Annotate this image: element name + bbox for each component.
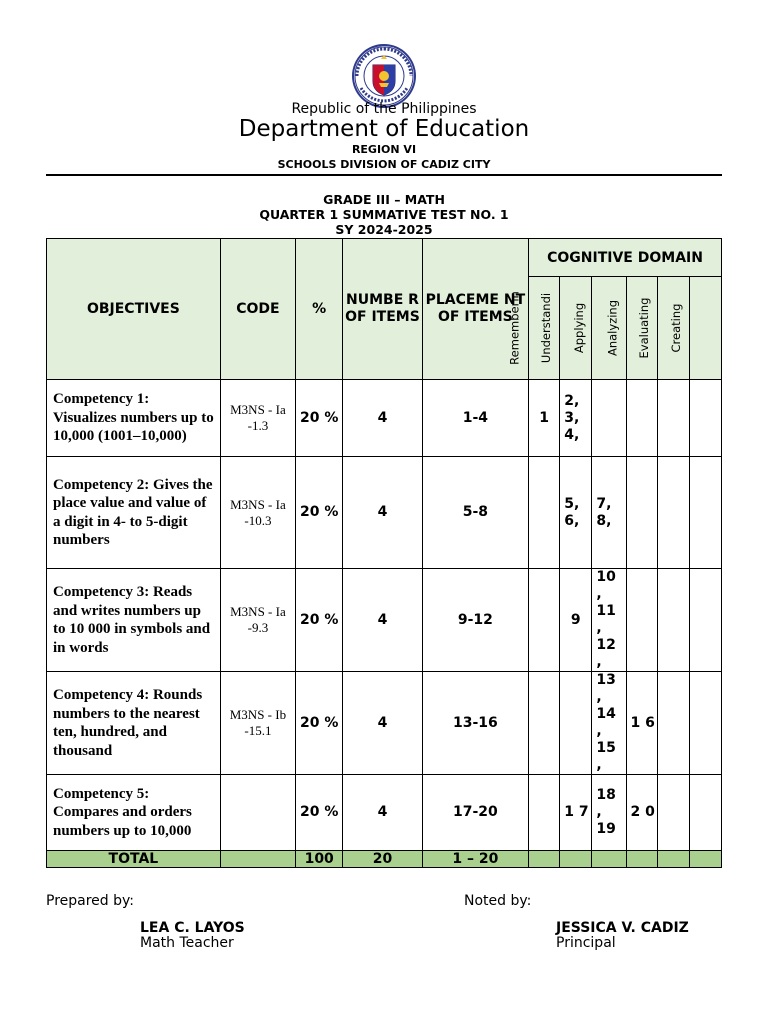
region-heading: REGION VI (351, 143, 417, 156)
total-row (47, 851, 722, 868)
school-year: SY 2024-2025 (335, 222, 433, 237)
total-analyzing (626, 851, 657, 868)
applying-cell: 7, 8, (592, 457, 626, 569)
table-row (47, 380, 722, 457)
deped-seal-icon (351, 43, 417, 109)
percent-cell: 20 % (296, 380, 343, 457)
applying-cell: 18 , 19 (592, 775, 626, 851)
objective-cell: Competency 4: Rounds numbers to the nearest ten, hundred, and thousand (47, 672, 221, 775)
total-understanding (560, 851, 592, 868)
understanding-cell: 5, 6, (560, 457, 592, 569)
evaluating-cell (657, 569, 689, 672)
creating-cell (689, 672, 721, 775)
table-row (47, 775, 722, 851)
total-placement: 1 – 20 (422, 851, 528, 868)
items-cell: 4 (343, 457, 422, 569)
evaluating-cell (657, 457, 689, 569)
noted-by-name: JESSICA V. CADIZ (556, 920, 689, 936)
table-of-specifications (46, 238, 722, 868)
prepared-by-name: LEA C. LAYOS (140, 920, 245, 936)
evaluating-cell (657, 672, 689, 775)
header-understanding: Understandi (560, 277, 592, 380)
analyzing-cell (626, 380, 657, 457)
header-objectives: OBJECTIVES (47, 239, 221, 380)
creating-cell (689, 775, 721, 851)
creating-cell (689, 569, 721, 672)
table-row (47, 457, 722, 569)
code-cell (220, 775, 295, 851)
prepared-by-role: Math Teacher (140, 935, 234, 951)
table-row (47, 672, 722, 775)
placement-cell: 9-12 (422, 569, 528, 672)
understanding-cell (560, 672, 592, 775)
noted-by-label: Noted by: (464, 893, 532, 909)
items-cell: 4 (343, 672, 422, 775)
percent-cell: 20 % (296, 569, 343, 672)
header-placement: PLACEME NT OF ITEMS (422, 239, 528, 380)
placement-cell: 13-16 (422, 672, 528, 775)
total-label: TOTAL (47, 851, 221, 868)
header-code: CODE (220, 239, 295, 380)
items-cell: 4 (343, 775, 422, 851)
applying-cell: 13 , 14 , 15 , (592, 672, 626, 775)
remembering-cell (529, 457, 560, 569)
analyzing-cell (626, 569, 657, 672)
header-analyzing: Analyzing (626, 277, 657, 380)
items-cell: 4 (343, 380, 422, 457)
grade-subject: GRADE III – MATH (323, 192, 445, 207)
understanding-cell: 1 7 (560, 775, 592, 851)
test-title: QUARTER 1 SUMMATIVE TEST NO. 1 (259, 207, 509, 222)
remembering-cell (529, 672, 560, 775)
items-cell: 4 (343, 569, 422, 672)
placement-cell: 17-20 (422, 775, 528, 851)
remembering-cell: 1 (529, 380, 560, 457)
header-number-of-items: NUMBE R OF ITEMS (343, 239, 422, 380)
placement-cell: 1-4 (422, 380, 528, 457)
header-evaluating: Evaluating (657, 277, 689, 380)
total-creating (689, 851, 721, 868)
header-creating: Creating (689, 277, 721, 380)
analyzing-cell (626, 457, 657, 569)
republic-heading: Republic of the Philippines (291, 101, 477, 117)
objective-cell: Competency 2: Gives the place value and value of a digit in 4- to 5-digit numbers (47, 457, 221, 569)
header-divider (46, 174, 722, 176)
analyzing-cell: 2 0 (626, 775, 657, 851)
placement-cell: 5-8 (422, 457, 528, 569)
total-evaluating (657, 851, 689, 868)
code-cell: M3NS - Ib -15.1 (220, 672, 295, 775)
code-cell: M3NS - Ia -10.3 (220, 457, 295, 569)
objective-cell: Competency 3: Reads and writes numbers up to 10 000 in symbols and in words (47, 569, 221, 672)
creating-cell (689, 457, 721, 569)
percent-cell: 20 % (296, 672, 343, 775)
total-remembering (529, 851, 560, 868)
applying-cell: 10 , 11 , 12 , (592, 569, 626, 672)
total-code (220, 851, 295, 868)
understanding-cell: 2, 3, 4, (560, 380, 592, 457)
evaluating-cell (657, 775, 689, 851)
code-cell: M3NS - Ia -9.3 (220, 569, 295, 672)
objective-cell: Competency 5: Compares and orders numbers up to 10,000 (47, 775, 221, 851)
division-heading: SCHOOLS DIVISION OF CADIZ CITY (277, 158, 491, 171)
code-cell: M3NS - Ia -1.3 (220, 380, 295, 457)
remembering-cell (529, 775, 560, 851)
percent-cell: 20 % (296, 775, 343, 851)
applying-cell (592, 380, 626, 457)
department-heading: Department of Education (238, 116, 530, 142)
analyzing-cell: 1 6 (626, 672, 657, 775)
prepared-by-label: Prepared by: (46, 893, 134, 909)
header-percent: % (296, 239, 343, 380)
header-applying: Applying (592, 277, 626, 380)
creating-cell (689, 380, 721, 457)
percent-cell: 20 % (296, 457, 343, 569)
noted-by-role: Principal (556, 935, 616, 951)
evaluating-cell (657, 380, 689, 457)
header-cognitive-domain: COGNITIVE DOMAIN (529, 239, 722, 277)
objective-cell: Competency 1: Visualizes numbers up to 10,000 (1001–10,000) (47, 380, 221, 457)
total-items: 20 (343, 851, 422, 868)
total-percent: 100 (296, 851, 343, 868)
table-row (47, 569, 722, 672)
total-applying (592, 851, 626, 868)
understanding-cell: 9 (560, 569, 592, 672)
header-remembering: Rememberin (529, 277, 560, 380)
remembering-cell (529, 569, 560, 672)
